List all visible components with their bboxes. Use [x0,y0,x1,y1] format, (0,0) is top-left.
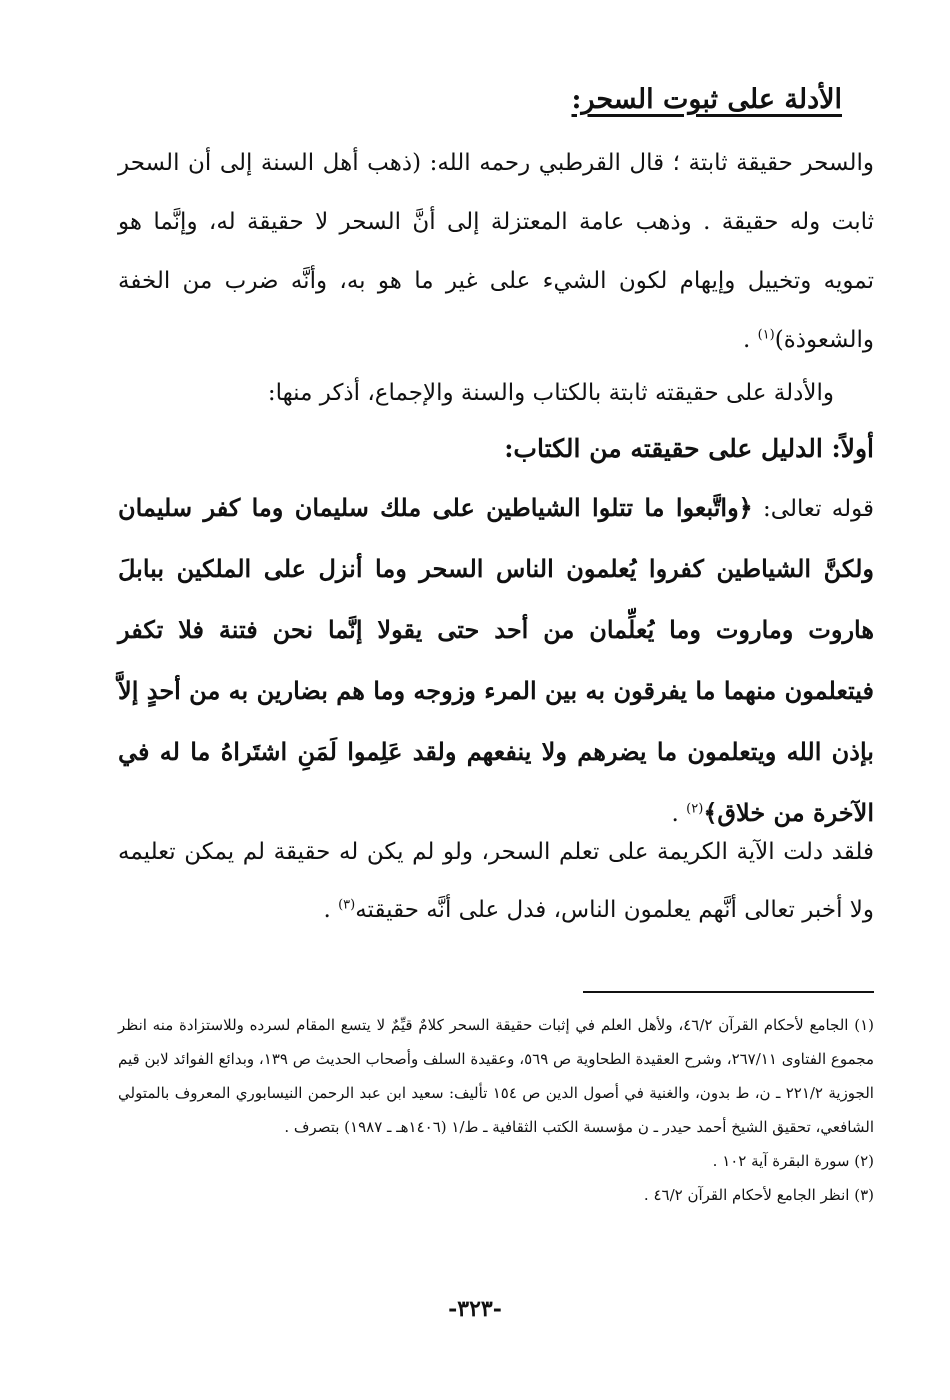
paragraph-2: والأدلة على حقيقته ثابتة بالكتاب والسنة والإجماع، أذكر منها: [267,380,834,406]
quran-verse: ﴿واتَّبعوا ما تتلوا الشياطين على ملك سليمان وما كفر سليمان ولكنَّ الشياطين كفروا يُعلمون الناس السحر وما أنزل على الملكين ببابلَ هاروت وماروت وما يُعلِّمان من أحد حتى يقولا إنَّما نحن فتنة فلا تكفر فيتعلمون منهما ما يفرقون به بين المرء وزوجه وما هم بضارين به من أحدٍ إلاَّ بإذن الله ويتعلمون ما يضرهم ولا ينفعهم ولقد عَلِموا لَمَنِ اشتَراهُ ما له في الآخرة من خلاق﴾ [118,493,874,827]
footnote-ref-3[interactable]: (٣) [338,897,356,913]
paragraph-1-text: والسحر حقيقة ثابتة ؛ قال القرطبي رحمه الله: (ذهب أهل السنة إلى أن السحر ثابت وله حقيقة . وذهب عامة المعتزلة إلى أنَّ السحر لا حقيقة له، وإنَّما هو تمويه وتخييل وإيهام لكون الشيء على غير ما هو به، وأنَّه ضرب من الخفة والشعوذة) [118,150,874,353]
section-heading: الأدلة على ثبوت السحر: [571,84,842,115]
footnote-ref-1[interactable]: (١) [757,327,775,343]
paragraph-4-text: فلقد دلت الآية الكريمة على تعلم السحر، ولو لم يكن له حقيقة لم يمكن تعليمه ولا أخبر تعالى أنَّهم يعلمون الناس، فدل على أنَّه حقيقته [118,839,874,923]
footnote-2: (٢) سورة البقرة آية ١٠٢ . [712,1152,874,1170]
paragraph-4 [118,823,874,939]
paragraph-3 [118,478,874,844]
paragraph-3-intro: قوله تعالى: [752,496,874,522]
footnotes [118,1008,874,1212]
paragraph-3-end: . [671,801,687,827]
footnote-3: (٣) انظر الجامع لأحكام القرآن ٤٦/٢ . [643,1186,874,1204]
paragraph-1-end: . [742,327,758,353]
footnote-divider [583,991,874,993]
paragraph-1 [118,134,874,370]
footnote-ref-2[interactable]: (٢) [686,801,704,817]
sub-heading: أولاً: الدليل على حقيقته من الكتاب: [504,434,874,463]
paragraph-4-end: . [323,897,339,923]
footnote-1: (١) الجامع لأحكام القرآن ٤٦/٢، ولأهل العلم في إثبات حقيقة السحر كلامٌ قيِّمٌ لا يتسع المقام لسرده وللاستزادة منه انظر مجموع الفتاوى ٢٦٧/١١، وشرح العقيدة الطحاوية ص ٥٦٩، وعقيدة السلف وأصحاب الحديث ص ١٣٩، وبدائع الفوائد لابن قيم الجوزية ٢٢١/٢ ـ ن، ط بدون، والغنية في أصول الدين ص ١٥٤ تأليف: سعيد ابن عبد الرحمن النيسابوري المعروف بالمتولي الشافعي، تحقيق الشيخ أحمد حيدر ـ ن مؤسسة الكتب الثقافية ـ ط/١ (١٤٠٦هـ ـ ١٩٨٧) بتصرف . [118,1016,875,1136]
page-number: -٣٢٣- [448,1296,502,1322]
